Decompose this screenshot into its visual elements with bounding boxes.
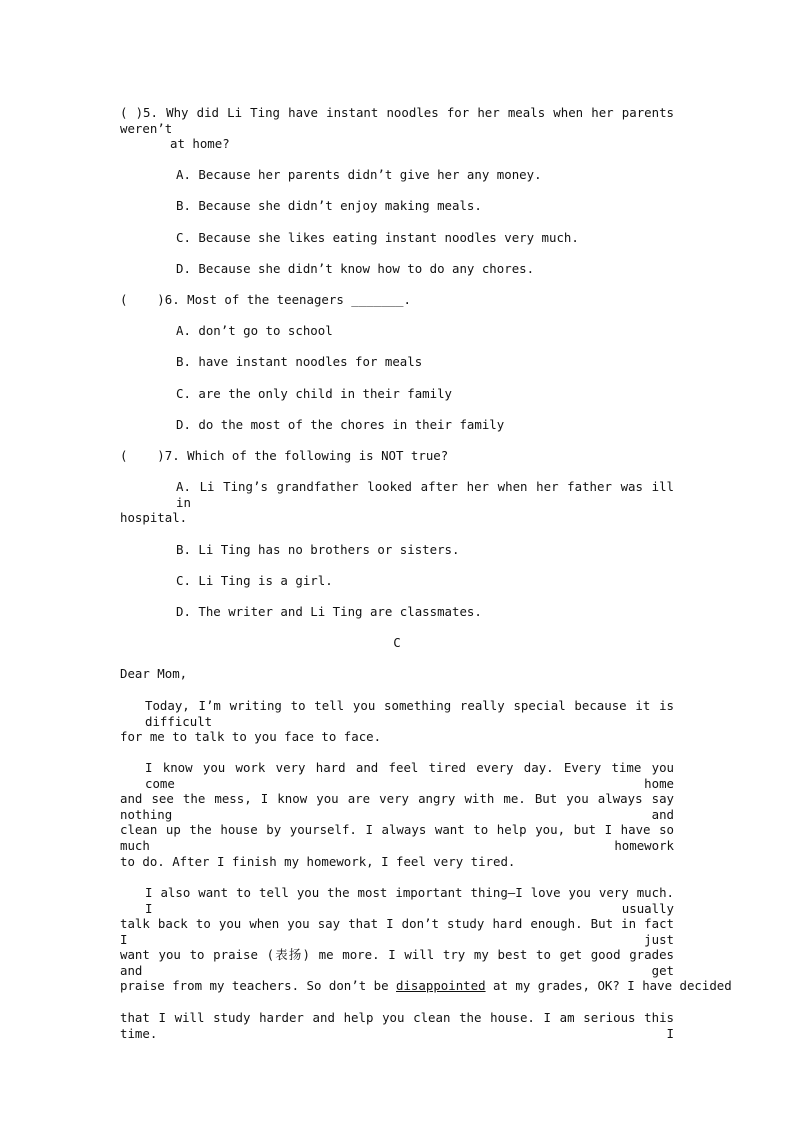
question-5-stem-cont: at home? <box>170 136 230 151</box>
question-5-stem: ( )5. Why did Li Ting have instant noodles for her meals when her parents weren’t <box>120 105 674 136</box>
letter-paragraph-3-line-5: that I will study harder and help you clean the house. I am serious this time. I <box>120 1010 674 1041</box>
section-label: C <box>393 635 401 650</box>
question-7-option-d: D. The writer and Li Ting are classmates. <box>176 604 482 619</box>
question-7-option-b: B. Li Ting has no brothers or sisters. <box>176 542 460 557</box>
question-6-option-b: B. have instant noodles for meals <box>176 354 423 369</box>
question-6-option-a: A. don’t go to school <box>176 323 333 338</box>
letter-paragraph-3-line-4 <box>120 978 732 994</box>
letter-paragraph-1-line-2: for me to talk to you face to face. <box>120 729 382 744</box>
question-5-option-b: B. Because she didn’t enjoy making meals. <box>176 198 482 213</box>
letter-paragraph-3-line-2: talk back to you when you say that I don’t study hard enough. But in fact I just <box>120 916 674 947</box>
question-5-option-c: C. Because she likes eating instant noodles very much. <box>176 230 579 245</box>
letter-paragraph-2-line-1: I know you work very hard and feel tired every day. Every time you come home <box>145 760 674 791</box>
letter-paragraph-3-line-3: want you to praise (表扬) me more. I will try my best to get good grades and get <box>120 947 674 978</box>
question-6-stem: ( )6. Most of the teenagers _______. <box>120 292 411 307</box>
question-7-option-c: C. Li Ting is a girl. <box>176 573 333 588</box>
underlined-word: disappointed <box>396 978 486 993</box>
question-7-stem: ( )7. Which of the following is NOT true? <box>120 448 449 463</box>
question-7-option-a: A. Li Ting’s grandfather looked after her when her father was ill in <box>176 479 674 510</box>
letter-paragraph-2-line-4: to do. After I finish my homework, I feel very tired. <box>120 854 516 869</box>
letter-paragraph-1-line-1: Today, I’m writing to tell you something really special because it is difficult <box>145 698 674 729</box>
question-5-option-d: D. Because she didn’t know how to do any chores. <box>176 261 535 276</box>
praise-line-end: at my grades, OK? I have decided <box>485 978 732 993</box>
letter-greeting: Dear Mom, <box>120 666 188 681</box>
letter-paragraph-2-line-3: clean up the house by yourself. I always want to help you, but I have so much homework <box>120 822 674 853</box>
praise-line-start: praise from my teachers. So don’t be <box>120 978 397 993</box>
letter-paragraph-2-line-2: and see the mess, I know you are very angry with me. But you always say nothing and <box>120 791 674 822</box>
question-6-option-c: C. are the only child in their family <box>176 386 453 401</box>
question-5-option-a: A. Because her parents didn’t give her any money. <box>176 167 542 182</box>
letter-paragraph-3-line-1: I also want to tell you the most important thing—I love you very much. I usually <box>145 885 674 916</box>
question-6-option-d: D. do the most of the chores in their family <box>176 417 505 432</box>
question-7-option-a-cont: hospital. <box>120 510 188 525</box>
